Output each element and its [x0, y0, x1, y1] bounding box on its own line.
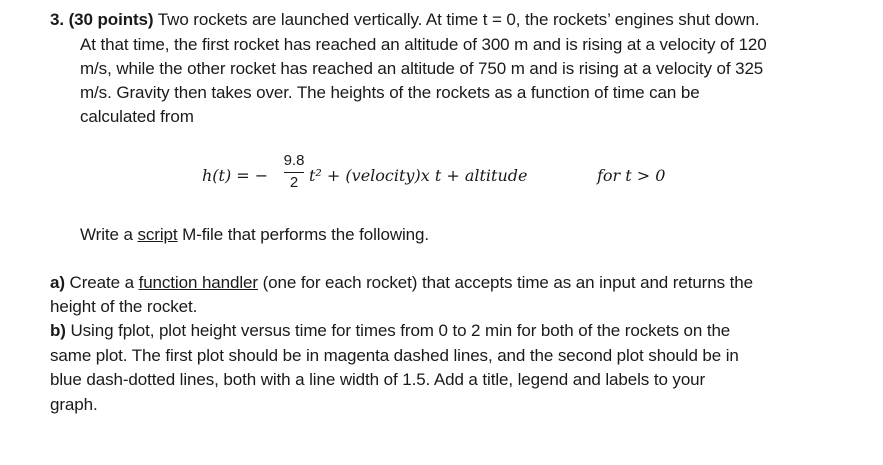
task-instruction: [80, 224, 429, 246]
problem-intro-line-5: calculated from: [80, 107, 194, 126]
equation-denominator: 2: [289, 174, 299, 191]
part-a-text-before: Create a: [64, 273, 139, 292]
problem-intro-line-4: m/s. Gravity then takes over. The heights of the rockets as a function of time can be: [80, 83, 700, 102]
part-a-label: a): [50, 273, 65, 292]
problem-heading: [50, 9, 759, 31]
problem-number: 3.: [50, 10, 64, 29]
problem-intro-line-1: Two rockets are launched vertically. At time t = 0, the rockets’ engines shut down.: [157, 10, 760, 29]
problem-intro-line-2: At that time, the first rocket has reached an altitude of 300 m and is rising at a velocity of 120: [80, 35, 767, 54]
part-b-line-2: same plot. The first plot should be in magenta dashed lines, and the second plot should be in: [50, 346, 739, 365]
function-handler-link: function handler: [138, 273, 258, 292]
problem-points: (30 points): [68, 10, 154, 29]
part-b-label: b): [50, 321, 66, 340]
part-b-line-3: blue dash-dotted lines, both with a line width of 1.5. Add a title, legend and labels to your: [50, 370, 706, 389]
fraction-bar: [284, 172, 304, 173]
part-a-line-1: [50, 272, 753, 294]
equation-numerator: 9.8: [283, 152, 305, 169]
task-suffix: M-file that performs the following.: [177, 225, 429, 244]
equation-condition: for t > 0: [597, 166, 666, 185]
part-b-line-1-text: Using fplot, plot height versus time for times from 0 to 2 min for both of the rockets on the: [65, 321, 731, 340]
problem-intro-line-3: m/s, while the other rocket has reached an altitude of 750 m and is rising at a velocity of 325: [80, 59, 764, 78]
part-a-line-2: height of the rocket.: [50, 297, 198, 316]
part-b-line-1: [50, 320, 730, 342]
equation-rhs: t² + (velocity)x t + altitude: [309, 166, 528, 185]
part-a-text-after: (one for each rocket) that accepts time as an input and returns the: [257, 273, 753, 292]
task-prefix: Write a: [80, 225, 138, 244]
part-b-line-4: graph.: [50, 395, 98, 414]
script-link: script: [137, 225, 178, 244]
equation-lhs: h(t) = −: [202, 166, 269, 185]
